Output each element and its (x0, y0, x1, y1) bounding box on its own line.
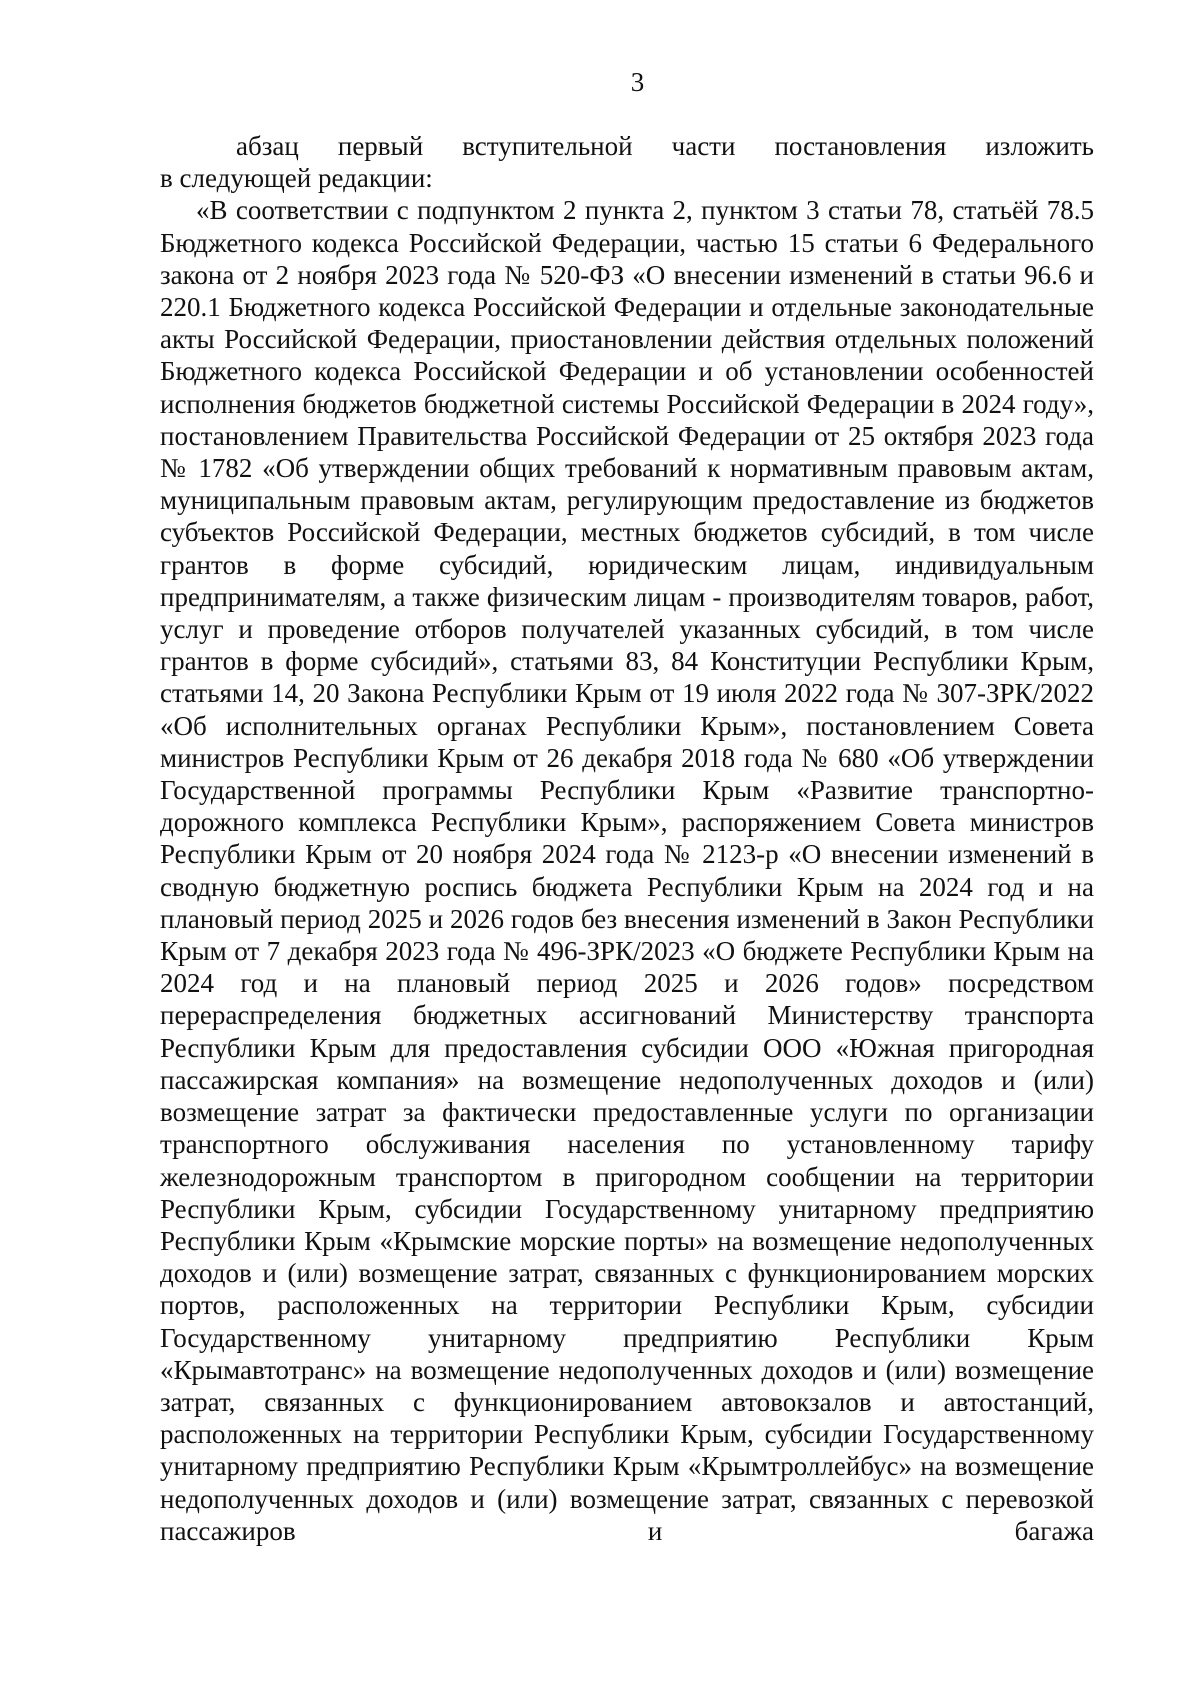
document-body (160, 130, 1094, 1547)
intro-paragraph-line: абзац первый вступительной части постановления изложить (236, 131, 1094, 161)
page-number: 3 (630, 67, 645, 97)
quoted-paragraph: «В соответствии с подпунктом 2 пункта 2, пунктом 3 статьи 78, статьёй 78.5 Бюджетного кодекса Российской Федерации, частью 15 статьи 6 Федерального закона от 2 ноября 2023 года № 520-ФЗ «О внесении изменений в статьи 96.6 и 220.1 Бюджетного кодекса Российской Федерации и отдельные законодательные акты Российской Федерации, приостановлении действия отдельных положений Бюджетного кодекса Российской Федерации и об установлении особенностей исполнения бюджетов бюджетной системы Российской Федерации в 2024 году», постановлением Правительства Российской Федерации от 25 октября 2023 года № 1782 «Об утверждении общих требований к нормативным правовым актам, муниципальным правовым актам, регулирующим предоставление из бюджетов субъектов Российской Федерации, местных бюджетов субсидий, в том числе грантов в форме субсидий, юридическим лицам, индивидуальным предпринимателям, а также физическим лицам - производителям товаров, работ, услуг и проведение отборов получателей указанных субсидий, в том числе грантов в форме субсидий», статьями 83, 84 Конституции Республики Крым, статьями 14, 20 Закона Республики Крым от 19 июля 2022 года № 307-ЗРК/2022 «Об исполнительных органах Республики Крым», постановлением Совета министров Республики Крым от 26 декабря 2018 года № 680 «Об утверждении Государственной программы Республики Крым «Развитие транспортно-дорожного комплекса Республики Крым», распоряжением Совета министров Республики Крым от 20 ноября 2024 года № 2123-р «О внесении изменений в сводную бюджетную роспись бюджета Республики Крым на 2024 год и на плановый период 2025 и 2026 годов без внесения изменений в Закон Республики Крым от 7 декабря 2023 года № 496-ЗРК/2023 «О бюджете Республики Крым на 2024 год и на плановый период 2025 и 2026 годов» посредством перераспределения бюджетных ассигнований Министерству транспорта Республики Крым для предоставления субсидии ООО «Южная пригородная пассажирская компания» на возмещение недополученных доходов и (или) возмещение затрат за фактически предоставленные услуги по организации транспортного обслуживания населения по установленному тарифу железнодорожным транспортом в пригородном сообщении на территории Республики Крым, субсидии Государственному унитарному предприятию Республики Крым «Крымские морские порты» на возмещение недополученных доходов и (или) возмещение затрат, связанных с функционированием морских портов, расположенных на территории Республики Крым, субсидии Государственному унитарному предприятию Республики Крым «Крымавтотранс» на возмещение недополученных доходов и (или) возмещение затрат, связанных с функционированием автовокзалов и автостанций, расположенных на территории Республики Крым, субсидии Государственному унитарному предприятию Республики Крым «Крымтроллейбус» на возмещение недополученных доходов и (или) возмещение затрат, связанных с перевозкой пассажиров и багажа (160, 195, 1094, 1546)
intro-paragraph-end: в следующей редакции: (160, 163, 433, 194)
